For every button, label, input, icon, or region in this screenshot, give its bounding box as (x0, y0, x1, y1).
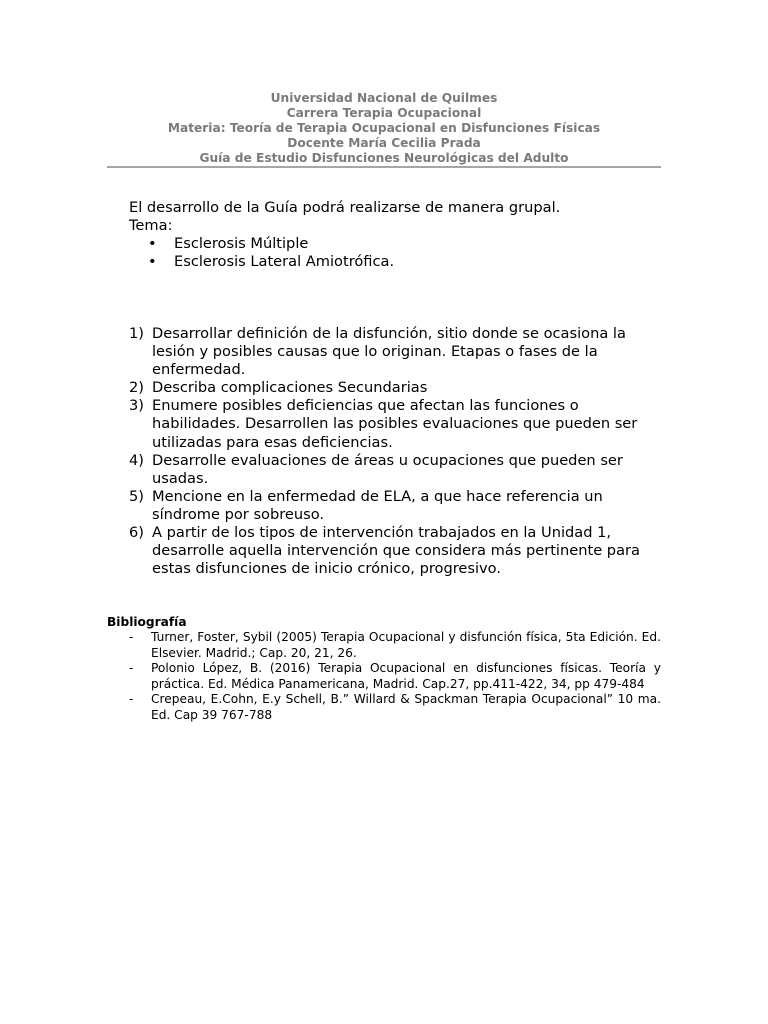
task-text: Desarrollar definición de la disfunción, sitio donde se ocasiona la lesión y posibles causas que lo originan. Etapas o fases de la enfermedad. (152, 325, 626, 379)
reference-item (107, 661, 661, 692)
task-list (129, 325, 669, 578)
task-text: Enumere posibles deficiencias que afectan las funciones o habilidades. Desarrollen las posibles evaluaciones que pueden ser utilizadas para esas deficiencias. (152, 397, 638, 451)
topic-label: Esclerosis Lateral Amiotrófica. (174, 253, 395, 270)
task-text: A partir de los tipos de intervención trabajados en la Unidad 1, desarrolle aquella intervención que considera más pertinente para estas disfunciones de inicio crónico, progresivo. (152, 524, 640, 578)
bullet-icon: • (148, 253, 157, 270)
task-number: 4) (129, 451, 144, 469)
bibliography-title: Bibliografía (107, 615, 187, 629)
dash-marker: - (129, 692, 134, 707)
task-number: 1) (129, 325, 144, 342)
career-name: Carrera Terapia Ocupacional (286, 106, 482, 120)
task-number: 2) (129, 379, 144, 397)
reference-text: Polonio López, B. (2016) Terapia Ocupacional en disfunciones físicas. Teoría y práctica. Ed. Médica Panamericana, Madrid. Cap.27, pp.411-422, 34, pp 479-484 (151, 661, 661, 691)
task-item (129, 524, 669, 578)
intro-section (129, 199, 689, 271)
bibliography-section (107, 614, 667, 724)
reference-item (107, 630, 661, 661)
task-number: 3) (129, 397, 144, 415)
task-text: Desarrolle evaluaciones de áreas u ocupaciones que pueden ser usadas. (152, 451, 623, 487)
intro-text: El desarrollo de la Guía podrá realizarse de manera grupal. (129, 199, 561, 216)
tema-label: Tema: (129, 217, 173, 234)
dash-marker: - (129, 661, 134, 676)
document-header (107, 91, 661, 166)
topic-label: Esclerosis Múltiple (174, 235, 309, 252)
reference-text: Turner, Foster, Sybil (2005) Terapia Ocupacional y disfunción física, 5ta Edición. Ed. Elsevier. Madrid.; Cap. 20, 21, 26. (151, 630, 661, 660)
task-text: Mencione en la enfermedad de ELA, a que hace referencia un síndrome por sobreuso. (152, 487, 603, 523)
task-item (129, 379, 669, 397)
task-item (129, 488, 669, 524)
task-text: Describa complicaciones Secundarias (152, 379, 428, 397)
teacher-name: Docente María Cecilia Prada (287, 136, 481, 150)
bullet-icon: • (148, 235, 157, 252)
task-number: 5) (129, 487, 144, 505)
task-item (129, 397, 669, 451)
reference-list (107, 630, 667, 724)
topic-item (129, 235, 689, 253)
subject-name: Materia: Teoría de Terapia Ocupacional en Disfunciones Físicas (167, 121, 601, 135)
task-item (129, 452, 669, 488)
task-number: 6) (129, 524, 144, 542)
guide-title: Guía de Estudio Disfunciones Neurológicas del Adulto (199, 151, 569, 165)
university-name: Universidad Nacional de Quilmes (270, 91, 498, 105)
header-divider (107, 166, 661, 168)
topic-list (129, 235, 689, 271)
reference-item (107, 692, 661, 723)
reference-text: Crepeau, E.Cohn, E.y Schell, B.” Willard & Spackman Terapia Ocupacional” 10 ma. Ed. Cap 39 767-788 (151, 692, 661, 722)
dash-marker: - (129, 630, 134, 644)
topic-item (129, 253, 689, 271)
task-item (129, 325, 669, 379)
